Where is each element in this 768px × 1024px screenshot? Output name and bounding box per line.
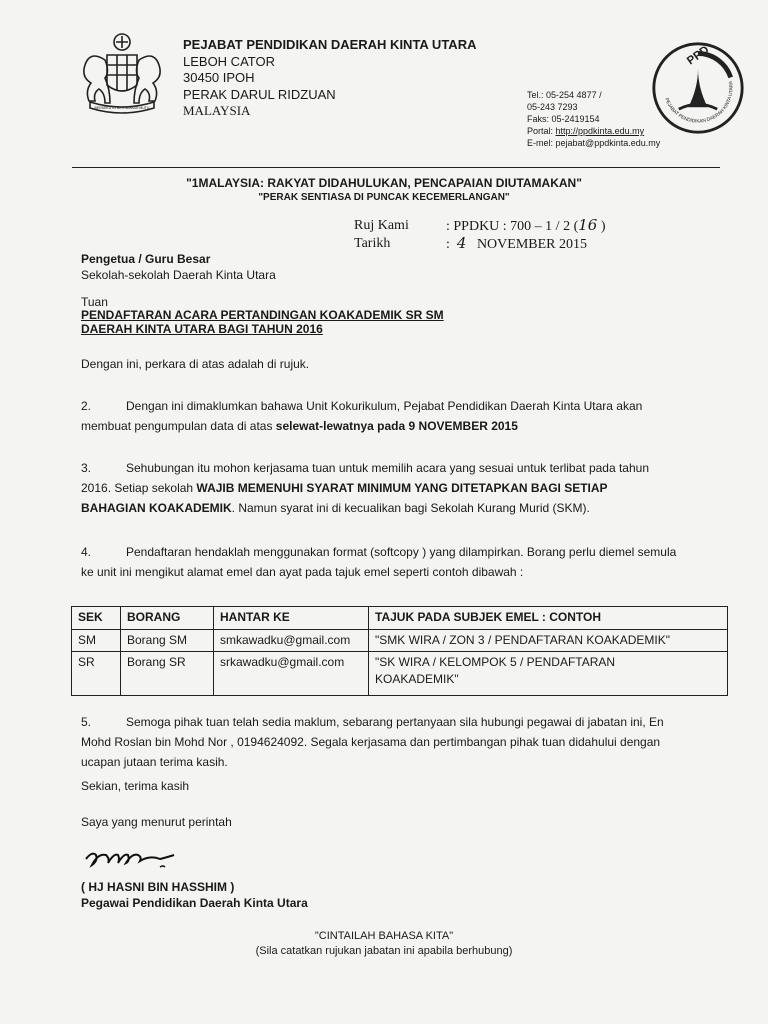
col-sek: SEK (72, 607, 121, 630)
para-4-text: Pendaftaran hendaklah menggunakan format (softcopy ) yang dilampirkan. Borang perlu diemel semula (126, 545, 677, 559)
tarikh-colon: : (446, 237, 450, 252)
table-header-row (72, 607, 728, 630)
para-2-number: 2. (81, 399, 92, 413)
cell-sek: SM (72, 630, 121, 652)
para-4-number: 4. (81, 545, 92, 559)
para-3-bold-1: WAJIB MEMENUHI SYARAT MINIMUM YANG DITETAPKAN BAGI SETIAP (196, 481, 608, 495)
recipient-org: Sekolah-sekolah Daerah Kinta Utara (81, 268, 276, 282)
header-divider (72, 167, 720, 168)
col-borang: BORANG (121, 607, 214, 630)
para-5-text: Semoga pihak tuan telah sedia maklum, sebarang pertanyaan sila hubungi pegawai di jabatan ini, En (126, 715, 664, 729)
intro-paragraph: Dengan ini, perkara di atas adalah di rujuk. (81, 357, 310, 371)
reference-block (354, 217, 606, 253)
motto-line-2: "PERAK SENTIASA DI PUNCAK KECEMERLANGAN" (258, 192, 510, 203)
footer-line-1: "CINTAILAH BAHASA KITA" (314, 930, 454, 942)
ruj-label: Ruj Kami (354, 218, 409, 233)
ruj-close: ) (597, 219, 606, 234)
para-5-text-2: Mohd Roslan bin Mohd Nor , 0194624092. Segala kerjasama dan pertimbangan pihak tuan didahului dengan (81, 735, 661, 749)
coat-of-arms-icon (72, 30, 172, 120)
cell-subject: "SMK WIRA / ZON 3 / PENDAFTARAN KOAKADEMIK" (369, 630, 728, 652)
para-3-number: 3. (81, 461, 92, 475)
org-name: PEJABAT PENDIDIKAN DAERAH KINTA UTARA (183, 37, 477, 52)
ruj-value: : PPDKU : 700 – 1 / 2 ( (446, 219, 579, 234)
signature-icon (82, 833, 202, 873)
para-3-text-2: 2016. Setiap sekolah (81, 481, 197, 495)
para-3-bold-2: BAHAGIAN KOAKADEMIK (81, 501, 232, 515)
tel-1: 05-254 4877 / (546, 90, 602, 100)
cell-email[interactable]: srkawadku@gmail.com (214, 652, 369, 696)
recipient-block (81, 251, 276, 283)
logo-letters: PPD (685, 44, 712, 68)
para-3-text: Sehubungan itu mohon kerjasama tuan untuk memilih acara yang sesuai untuk terlibat pada tahun (126, 461, 650, 475)
recipient-title: Pengetua / Guru Besar (81, 252, 211, 266)
email-label: E-mel: (527, 138, 554, 148)
paragraph-5 (81, 712, 721, 772)
address-line-1: LEBOH CATOR (183, 53, 275, 69)
sign-off: Saya yang menurut perintah (81, 815, 232, 829)
footer-line-2: (Sila catatkan rujukan jabatan ini apabila berhubung) (255, 945, 513, 957)
signatory-name: ( HJ HASNI BIN HASSHIM ) (81, 880, 235, 894)
salutation: Tuan (81, 295, 108, 309)
email-address[interactable]: pejabat@ppdkinta.edu.my (555, 138, 661, 148)
tarikh-value: NOVEMBER 2015 (476, 237, 587, 252)
logo-ring-text: PEJABAT PENDIDIKAN DAERAH KINTA UTARA (663, 80, 735, 125)
address-country: MALAYSIA (183, 103, 251, 118)
table-row (72, 630, 728, 652)
subject (81, 308, 444, 336)
closing: Sekian, terima kasih (81, 779, 190, 793)
address-line-2: 30450 IPOH (183, 70, 255, 85)
para-5-number: 5. (81, 715, 92, 729)
para-2-deadline: selewat-lewatnya pada 9 NOVEMBER 2015 (275, 419, 518, 433)
signatory-position: Pegawai Pendidikan Daerah Kinta Utara (81, 896, 308, 910)
crest-motto: BERSEKUTU BERTAMBAH MUTU (94, 106, 150, 110)
col-tajuk: TAJUK PADA SUBJEK EMEL : CONTOH (369, 607, 728, 630)
paragraph-3 (81, 458, 721, 518)
subject-line-2: DAERAH KINTA UTARA BAGI TAHUN 2016 (81, 322, 323, 336)
fax: Faks: 05-2419154 (527, 114, 600, 124)
cell-sek: SR (72, 652, 121, 696)
cell-subject (369, 652, 728, 696)
email-table (71, 606, 728, 696)
motto-line-1: "1MALAYSIA: RAKYAT DIDAHULUKAN, PENCAPAIAN DIUTAMAKAN" (186, 176, 582, 190)
tarikh-handwritten: 4 (456, 234, 467, 252)
subject-line-1: PENDAFTARAN ACARA PERTANDINGAN KOAKADEMIK SR SM (81, 308, 444, 322)
address-line-3: PERAK DARUL RIDZUAN (183, 86, 336, 102)
portal-link[interactable]: http://ppdkinta.edu.my (555, 126, 645, 136)
ruj-handwritten: 16 (578, 216, 598, 234)
tel-label: Tel.: (527, 90, 544, 100)
letterhead-address (183, 37, 476, 120)
cell-subject-line-1: "SK WIRA / KELOMPOK 5 / PENDAFTARAN (375, 655, 616, 669)
cell-subject-line-2: KOAKADEMIK" (375, 672, 459, 686)
contact-block (527, 89, 660, 149)
para-5-text-3: ucapan jutaan terima kasih. (81, 755, 228, 769)
tarikh-label: Tarikh (354, 236, 391, 251)
paragraph-2 (81, 396, 721, 436)
para-2-text-2: membuat pengumpulan data di atas (81, 419, 276, 433)
paragraph-4 (81, 542, 721, 582)
para-3-text-3: . Namun syarat ini di kecualikan bagi Sekolah Kurang Murid (SKM). (231, 501, 590, 515)
signatory (81, 879, 721, 911)
col-hantar-ke: HANTAR KE (214, 607, 369, 630)
table-row (72, 652, 728, 696)
portal-label: Portal: (527, 126, 554, 136)
cell-borang: Borang SR (121, 652, 214, 696)
para-2-text: Dengan ini dimaklumkan bahawa Unit Kokurikulum, Pejabat Pendidikan Daerah Kinta Utara akan (126, 399, 643, 413)
cell-email[interactable]: smkawadku@gmail.com (214, 630, 369, 652)
tel-2: 05-243 7293 (527, 102, 578, 112)
ppd-logo-icon (650, 40, 746, 136)
para-4-text-2: ke unit ini mengikut alamat emel dan ayat pada tajuk emel seperti contoh dibawah : (81, 565, 524, 579)
cell-borang: Borang SM (121, 630, 214, 652)
